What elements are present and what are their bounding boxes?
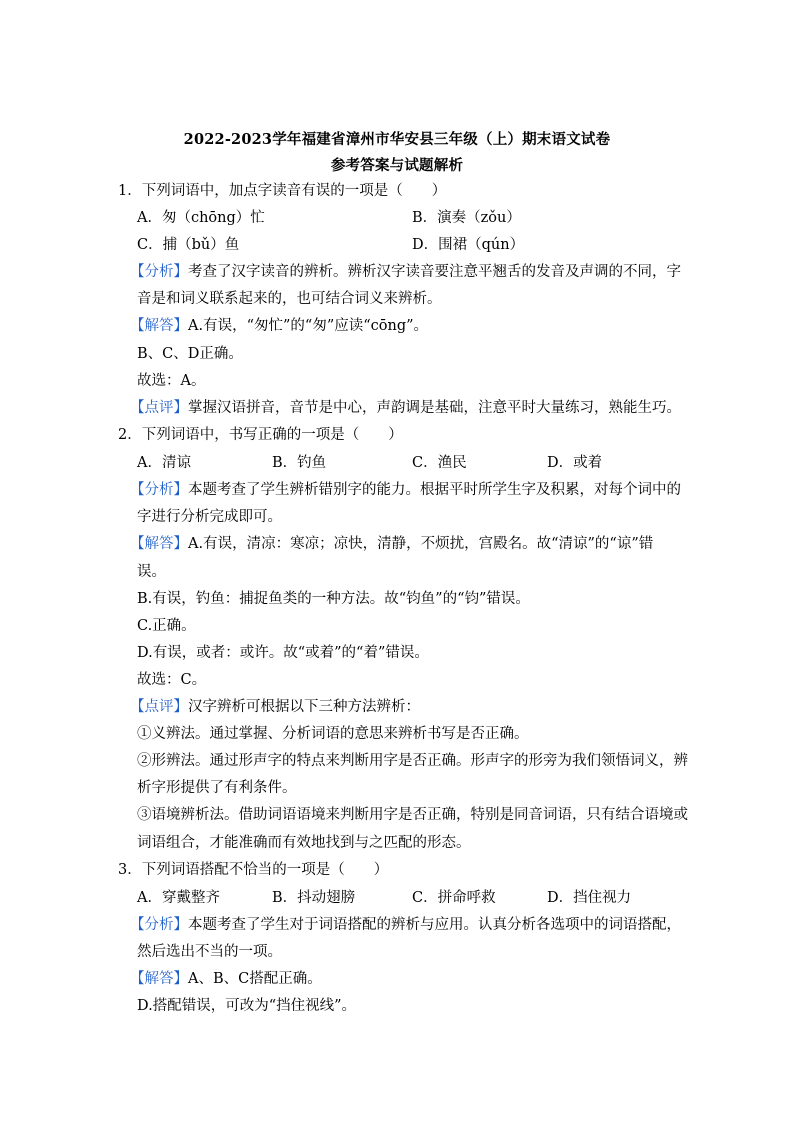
q3-option-b: B．抖动翅膀 [272, 890, 356, 906]
q3-answer-text: A、B、C搭配正确。 [188, 971, 322, 987]
q1-choice: 故选：A。 [137, 373, 206, 389]
q2-comment-line2: ①义辨法。通过掌握、分析词语的意思来辨析书写是否正确。 [137, 726, 529, 742]
analysis-tag: 【分析】 [130, 482, 188, 498]
q3-answer-line1 [130, 970, 322, 988]
q1-comment-line1 [130, 399, 681, 417]
q2-comment-line3: ②形辨法。通过形声字的特点来判断用字是否正确。形声字的形旁为我们领悟词义，辨 [137, 753, 688, 769]
q2-option-c: C．渔民 [412, 455, 467, 471]
q3-option-d: D．挡住视力 [547, 890, 632, 906]
q3-option-a: A．穿戴整齐 [137, 890, 220, 906]
q3-stem: 3．下列词语搭配不恰当的一项是（ ） [118, 862, 389, 878]
q2-comment-line4: 析字形提供了有利条件。 [137, 780, 297, 796]
q3-analysis-line1 [130, 916, 681, 934]
q2-option-a: A．清谅 [137, 455, 191, 471]
q2-analysis-text: 本题考查了学生辨析错别字的能力。根据平时所学生字及积累，对每个词中的 [188, 482, 681, 498]
q1-option-a: A．匆（chōng）忙 [137, 210, 265, 226]
q1-analysis-line1 [130, 263, 681, 281]
q2-analysis-line2: 字进行分析完成即可。 [137, 509, 282, 525]
q1-analysis-text: 考查了汉字读音的辨析。辨析汉字读音要注意平翘舌的发音及声调的不同，字 [188, 264, 681, 280]
q1-answer-line2: B、C、D正确。 [137, 346, 243, 362]
q2-choice: 故选：C。 [137, 672, 207, 688]
document-subtitle: 参考答案与试题解析 [330, 157, 464, 174]
q2-comment-text: 汉字辨析可根据以下三种方法辨析： [188, 699, 420, 715]
q1-stem: 1．下列词语中，加点字读音有误的一项是（ ） [118, 183, 447, 199]
q2-answer-line2: 误。 [137, 564, 166, 580]
q2-option-b: B．钓鱼 [272, 455, 327, 471]
q1-comment-text: 掌握汉语拼音，音节是中心，声韵调是基础，注意平时大量练习，熟能生巧。 [188, 400, 681, 416]
comment-tag: 【点评】 [130, 400, 188, 416]
q2-comment-line5: ③语境辨析法。借助词语语境来判断用字是否正确，特别是同音词语，只有结合语境或 [137, 807, 688, 823]
answer-tag: 【解答】 [130, 971, 188, 987]
q2-comment-line1 [130, 698, 420, 716]
analysis-tag: 【分析】 [130, 264, 188, 280]
answer-tag: 【解答】 [130, 318, 188, 334]
q2-comment-line6: 词语组合，才能准确而有效地找到与之匹配的形态。 [137, 835, 471, 851]
q2-answer-line4: C.正确。 [137, 618, 196, 634]
q2-analysis-line1 [130, 481, 681, 499]
q2-answer-line5: D.有误，或者：或许。故“或着”的“着”错误。 [137, 645, 429, 661]
q2-answer-line1 [130, 535, 653, 553]
q2-answer-line3: B.有误，钓鱼：捕捉鱼类的一种方法。故“钧鱼”的“钧”错误。 [137, 591, 530, 607]
q3-analysis-text: 本题考查了学生对于词语搭配的辨析与应用。认真分析各选项中的词语搭配， [188, 917, 681, 933]
q1-option-d: D．围裙（qún） [412, 237, 525, 253]
q2-answer-text: A.有误，清凉：寒凉；凉快，清静，不烦扰，宫殿名。故“清谅”的“谅”错 [188, 536, 654, 552]
q3-option-c: C．拼命呼救 [412, 890, 496, 906]
q3-answer-line2: D.搭配错误，可改为“挡住视线”。 [137, 998, 357, 1014]
q3-analysis-line2: 然后选出不当的一项。 [137, 944, 282, 960]
q2-stem: 2．下列词语中，书写正确的一项是（ ） [118, 427, 403, 443]
q1-analysis-line2: 音是和词义联系起来的，也可结合词义来辨析。 [137, 291, 442, 307]
q1-option-b: B．演奏（zǒu） [412, 210, 521, 226]
answer-tag: 【解答】 [130, 536, 188, 552]
q1-answer-text: A.有误，“匆忙”的“匆”应读“cōng”。 [188, 318, 429, 334]
q1-option-c: C．捕（bǔ）鱼 [137, 237, 240, 253]
analysis-tag: 【分析】 [130, 917, 188, 933]
q1-answer-line1 [130, 317, 428, 335]
q2-option-d: D．或着 [547, 455, 603, 471]
document-title: 2022-2023学年福建省漳州市华安县三年级（上）期末语文试卷 [183, 131, 611, 148]
comment-tag: 【点评】 [130, 699, 188, 715]
